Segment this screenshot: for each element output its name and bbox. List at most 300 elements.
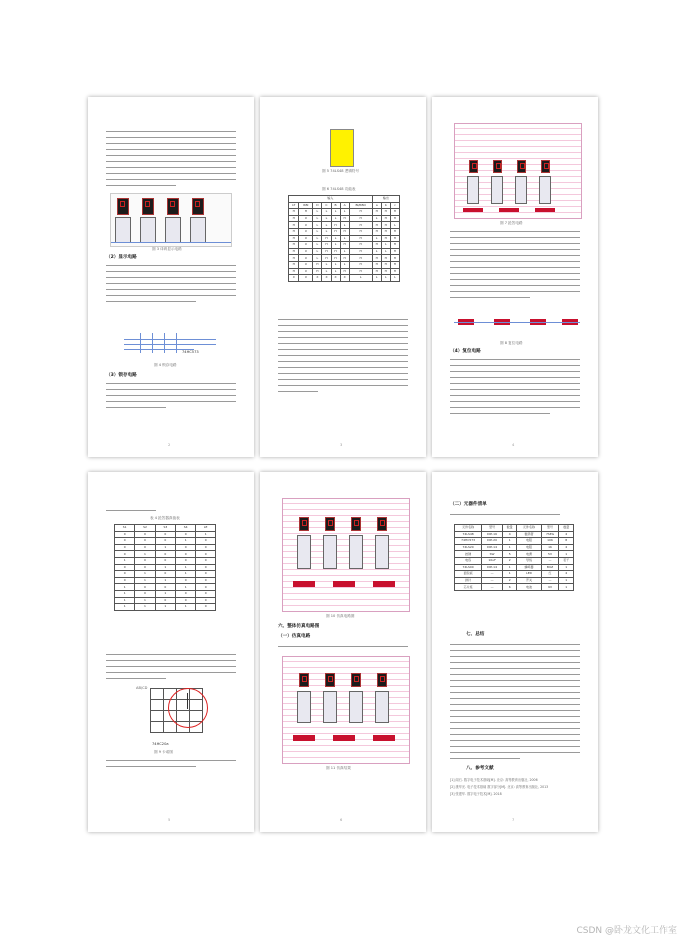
- table-cell: 4: [559, 544, 574, 551]
- table-cell: H: [313, 261, 322, 268]
- figure-caption: 图 10 仿真电路图: [326, 614, 355, 618]
- figure-caption: 图 5 74LS48 逻辑符号: [322, 169, 360, 173]
- table-cell: 1: [559, 564, 574, 571]
- table-cell: 1: [559, 584, 574, 591]
- table-cell: 9V: [541, 584, 559, 591]
- section-heading: （3）锁存电路: [106, 373, 137, 378]
- table-cell: 0: [135, 590, 155, 597]
- table-row: [115, 557, 216, 564]
- table-cell: 5: [502, 551, 517, 558]
- table-cell: X: [340, 275, 349, 282]
- table-cell: L: [331, 268, 340, 275]
- table-cell: H: [289, 209, 299, 216]
- table-cell: B: [331, 202, 340, 209]
- table-cell: H: [331, 228, 340, 235]
- table-cell: 0: [135, 531, 155, 538]
- table-cell: 0: [196, 564, 216, 571]
- table-cell: 型号: [541, 525, 559, 532]
- table-row: [455, 564, 574, 571]
- table-row: [115, 577, 216, 584]
- table-row: [289, 209, 400, 216]
- table-cell: 0: [135, 544, 155, 551]
- document-page-2: [260, 97, 426, 457]
- table-cell: L: [322, 261, 331, 268]
- table-cell: L: [340, 235, 349, 242]
- table-cell: DIP-16: [482, 531, 503, 538]
- table-row: [115, 571, 216, 578]
- table-cell: 0: [155, 597, 175, 604]
- table-row: [115, 584, 216, 591]
- table-cell: 数量: [559, 525, 574, 532]
- table-cell: 0: [196, 551, 216, 558]
- table-row: [455, 577, 574, 584]
- table-cell: SW: [482, 551, 503, 558]
- figure-caption: 图 3 译码显示电路: [152, 247, 182, 251]
- table-row: [115, 538, 216, 545]
- page-number: 3: [340, 443, 343, 447]
- table-cell: X: [299, 228, 313, 235]
- table-cell: H: [349, 255, 372, 262]
- table-cell: H: [390, 255, 399, 262]
- table-cell: 0: [155, 584, 175, 591]
- table-cell: 1: [176, 604, 196, 611]
- table-cell: H: [381, 255, 390, 262]
- table-cell: L: [313, 235, 322, 242]
- table-cell: 0: [196, 571, 216, 578]
- table-cell: 0: [115, 551, 135, 558]
- table-caption: 表 4 抢答器真值表: [150, 516, 180, 520]
- section-heading: （一）仿真电路: [278, 634, 311, 639]
- table-cell: —: [541, 577, 559, 584]
- table-cell: 1: [559, 577, 574, 584]
- table-cell: BI/RBO: [349, 202, 372, 209]
- table-cell: S2: [135, 525, 155, 532]
- table-cell: 0: [155, 571, 175, 578]
- section-heading: （2）显示电路: [106, 255, 137, 260]
- table-cell: S3: [155, 525, 175, 532]
- table-cell: 1: [176, 538, 196, 545]
- table-cell: C: [322, 202, 331, 209]
- table-cell: —: [482, 584, 503, 591]
- table-row: [289, 215, 400, 222]
- table-cell: X: [299, 261, 313, 268]
- page-number: 7: [512, 818, 515, 822]
- table-cell: 4: [559, 531, 574, 538]
- table-cell: a: [372, 202, 381, 209]
- table-cell: 0: [176, 590, 196, 597]
- table-cell: 1: [502, 544, 517, 551]
- table-cell: 1: [115, 604, 135, 611]
- table-cell: X: [299, 215, 313, 222]
- table-cell: L: [331, 209, 340, 216]
- table-cell: 7SEG: [541, 531, 559, 538]
- reference-item: [3] 张建华. 数字电子技术[M]. 2018: [450, 792, 502, 796]
- table-cell: H: [381, 261, 390, 268]
- reference-item: [2] 康华光. 电子技术基础 数字部分[M]. 北京: 高等教育出版社, 2013: [450, 785, 549, 789]
- table-row: [289, 255, 400, 262]
- table-cell: 元件名称: [517, 525, 541, 532]
- table-row: [289, 268, 400, 275]
- table-cell: L: [313, 228, 322, 235]
- table-cell: H: [331, 248, 340, 255]
- table-row: [289, 242, 400, 249]
- table-cell: A: [340, 202, 349, 209]
- table-cell: 数码管: [517, 531, 541, 538]
- simulation-result-figure: [282, 656, 410, 764]
- table-row: [455, 531, 574, 538]
- table-cell: H: [349, 215, 372, 222]
- table-cell: 0: [176, 597, 196, 604]
- table-cell: H: [390, 261, 399, 268]
- table-cell: H: [349, 222, 372, 229]
- table-cell: 0: [135, 564, 155, 571]
- table-cell: D: [313, 202, 322, 209]
- table-row: [455, 557, 574, 564]
- page-number: 6: [340, 818, 343, 822]
- table-cell: 74LS48: [455, 531, 482, 538]
- reset-circuit-figure: [454, 303, 580, 339]
- table-cell: 开关: [517, 577, 541, 584]
- table-cell: 1K: [541, 544, 559, 551]
- table-cell: H: [340, 268, 349, 275]
- table-cell: X: [299, 255, 313, 262]
- document-page-3: [432, 97, 598, 457]
- kmap-cell: [151, 700, 164, 711]
- table-cell: 1: [115, 584, 135, 591]
- table-cell: H: [349, 261, 372, 268]
- table-cell: L: [340, 222, 349, 229]
- table-cell: 0: [135, 584, 155, 591]
- table-cell: 按键: [455, 551, 482, 558]
- table-cell: 0: [115, 564, 135, 571]
- table-cell: 74HC573: [455, 538, 482, 545]
- table-cell: H: [390, 228, 399, 235]
- table-cell: 74LS00: [455, 564, 482, 571]
- table-cell: L: [381, 275, 390, 282]
- table-cell: S4: [176, 525, 196, 532]
- table-cell: 芯片座: [455, 584, 482, 591]
- table-cell: 0: [196, 590, 216, 597]
- table-cell: 导线: [517, 557, 541, 564]
- answer-circuit-figure: [454, 123, 582, 219]
- document-page-6: [432, 472, 598, 832]
- section-heading: 八、参考文献: [466, 766, 494, 771]
- table-cell: 1: [135, 597, 155, 604]
- table-cell: 1: [135, 551, 155, 558]
- table-cell: —: [541, 557, 559, 564]
- table-cell: X: [299, 222, 313, 229]
- table-cell: 型号: [482, 525, 503, 532]
- table-row: [115, 590, 216, 597]
- table-cell: L: [372, 248, 381, 255]
- table-cell: LED: [517, 571, 541, 578]
- kmap-label: 74HC20a: [152, 742, 169, 746]
- table-row: [115, 551, 216, 558]
- table-row: [115, 531, 216, 538]
- table-cell: H: [289, 235, 299, 242]
- truth-table: [114, 524, 216, 611]
- table-cell: H: [381, 209, 390, 216]
- table-cell: H: [372, 255, 381, 262]
- table-cell: 2: [502, 557, 517, 564]
- table-cell: H: [349, 235, 372, 242]
- table-row: [455, 551, 574, 558]
- table-cell: L: [381, 248, 390, 255]
- table-cell: L: [331, 242, 340, 249]
- table-cell: 8: [559, 538, 574, 545]
- table-cell: X: [299, 268, 313, 275]
- table-cell: X: [299, 242, 313, 249]
- table-cell: L: [372, 235, 381, 242]
- display-circuit-figure: [110, 193, 232, 247]
- table-cell: 1: [155, 564, 175, 571]
- table-cell: X: [299, 275, 313, 282]
- table-cell: H: [349, 268, 372, 275]
- table-cell: 0: [176, 544, 196, 551]
- table-cell: L: [331, 261, 340, 268]
- table-cell: 1: [135, 604, 155, 611]
- table-cell: 1: [559, 551, 574, 558]
- component-list-table: [454, 524, 574, 591]
- table-row: [115, 544, 216, 551]
- table-cell: H: [289, 255, 299, 262]
- table-cell: L: [322, 268, 331, 275]
- table-cell: H: [289, 248, 299, 255]
- section-heading: 六、整体仿真电路图: [278, 624, 320, 629]
- table-header-group: 输出: [372, 196, 399, 203]
- table-row: [455, 544, 574, 551]
- table-cell: H: [390, 268, 399, 275]
- table-row: [289, 222, 400, 229]
- table-cell: 1: [135, 571, 155, 578]
- table-cell: 0: [176, 531, 196, 538]
- table-cell: 0: [176, 551, 196, 558]
- table-cell: H: [340, 228, 349, 235]
- table-cell: L: [340, 248, 349, 255]
- table-cell: H: [289, 228, 299, 235]
- page-number: 2: [168, 443, 171, 447]
- table-cell: —: [482, 577, 503, 584]
- table-cell: L: [390, 222, 399, 229]
- table-cell: 电阻: [517, 544, 541, 551]
- table-row: [455, 571, 574, 578]
- table-cell: L: [331, 215, 340, 222]
- table-row: [115, 564, 216, 571]
- section-heading: （二）元器件清单: [450, 502, 487, 507]
- table-cell: H: [372, 228, 381, 235]
- table-cell: 10K: [541, 538, 559, 545]
- table-header-group: 输入: [289, 196, 373, 203]
- table-cell: L: [313, 215, 322, 222]
- table-cell: b: [381, 202, 390, 209]
- table-cell: 6: [502, 584, 517, 591]
- table-cell: 1: [502, 564, 517, 571]
- table-cell: 1: [155, 590, 175, 597]
- table-row: [455, 538, 574, 545]
- table-cell: 面包板: [455, 571, 482, 578]
- table-cell: H: [381, 222, 390, 229]
- table-cell: H: [289, 268, 299, 275]
- table-cell: X: [299, 235, 313, 242]
- table-cell: H: [289, 242, 299, 249]
- table-cell: 蜂鸣器: [517, 564, 541, 571]
- kmap-cell: [151, 689, 164, 700]
- figure-caption: 图 6 74LS48 功能表: [322, 187, 356, 191]
- table-cell: 0: [115, 531, 135, 538]
- simulation-circuit-figure: [282, 498, 410, 612]
- table-cell: L: [331, 235, 340, 242]
- table-cell: H: [390, 248, 399, 255]
- table-cell: 电池: [517, 584, 541, 591]
- watermark: CSDN @卧龙文化工作室: [576, 926, 677, 936]
- table-cell: H: [340, 255, 349, 262]
- table-cell: 4: [559, 571, 574, 578]
- table-cell: L: [322, 209, 331, 216]
- table-cell: H: [322, 242, 331, 249]
- table-row: [289, 202, 400, 209]
- table-cell: H: [381, 268, 390, 275]
- document-page-1: [88, 97, 254, 457]
- table-cell: X: [289, 275, 299, 282]
- document-page-5: [260, 472, 426, 832]
- table-cell: DIP-14: [482, 544, 503, 551]
- table-cell: 2: [502, 577, 517, 584]
- page-number: 4: [512, 443, 515, 447]
- section-heading: 七、总结: [466, 632, 485, 637]
- table-cell: H: [381, 215, 390, 222]
- table-cell: H: [390, 235, 399, 242]
- table-cell: —: [482, 571, 503, 578]
- table-cell: 1: [155, 544, 175, 551]
- table-cell: 0: [196, 544, 216, 551]
- table-cell: 1: [176, 584, 196, 591]
- table-row: [115, 604, 216, 611]
- table-row: [289, 235, 400, 242]
- table-cell: L: [313, 255, 322, 262]
- table-cell: 0: [155, 531, 175, 538]
- table-cell: 0: [196, 584, 216, 591]
- table-cell: 10uF: [482, 557, 503, 564]
- figure-caption: 图 9 卡诺图: [154, 750, 173, 754]
- table-cell: H: [372, 261, 381, 268]
- table-cell: 0: [176, 557, 196, 564]
- table-cell: L: [313, 248, 322, 255]
- table-cell: 1: [115, 557, 135, 564]
- table-cell: 0: [155, 538, 175, 545]
- table-cell: H: [349, 209, 372, 216]
- table-cell: L: [313, 242, 322, 249]
- table-cell: H: [372, 268, 381, 275]
- table-cell: H: [313, 268, 322, 275]
- kmap-corner-label: AB\CD: [136, 686, 148, 690]
- table-cell: L: [372, 275, 381, 282]
- table-cell: BUZ: [541, 564, 559, 571]
- table-cell: X: [299, 248, 313, 255]
- table-cell: H: [289, 222, 299, 229]
- table-cell: 0: [115, 571, 135, 578]
- table-cell: 1: [155, 577, 175, 584]
- table-cell: 0: [155, 557, 175, 564]
- table-row: [289, 261, 400, 268]
- document-page-4: [88, 472, 254, 832]
- table-cell: 1: [196, 531, 216, 538]
- table-cell: L: [322, 215, 331, 222]
- table-cell: 电源: [517, 551, 541, 558]
- table-cell: RBI: [299, 202, 313, 209]
- table-row: [455, 525, 574, 532]
- table-cell: L: [372, 215, 381, 222]
- table-cell: 1: [115, 590, 135, 597]
- table-cell: 电阻: [517, 538, 541, 545]
- kmap-cell: [151, 722, 164, 733]
- table-cell: DIP-14: [482, 564, 503, 571]
- table-cell: H: [372, 222, 381, 229]
- table-cell: 0: [155, 551, 175, 558]
- table-cell: H: [322, 255, 331, 262]
- table-cell: H: [381, 228, 390, 235]
- table-row: [289, 228, 400, 235]
- kmap-group-circle: [168, 688, 208, 728]
- table-cell: H: [331, 222, 340, 229]
- table-cell: 0: [196, 604, 216, 611]
- table-cell: 1: [502, 571, 517, 578]
- table-cell: L: [381, 242, 390, 249]
- table-cell: 0: [196, 577, 216, 584]
- table-cell: X: [331, 275, 340, 282]
- table-cell: 0: [135, 557, 155, 564]
- figure-caption: 图 4 锁存电路: [154, 363, 177, 367]
- table-cell: H: [372, 209, 381, 216]
- table-cell: 1: [176, 571, 196, 578]
- section-heading: （4）复位电路: [450, 349, 481, 354]
- latch-circuit-figure: [124, 329, 216, 359]
- figure-caption: 图 11 仿真结果: [326, 766, 351, 770]
- table-cell: 电容: [455, 557, 482, 564]
- table-cell: L: [313, 209, 322, 216]
- table-cell: 74LS20: [455, 544, 482, 551]
- table-cell: H: [340, 242, 349, 249]
- table-cell: 数量: [502, 525, 517, 532]
- table-row: [455, 584, 574, 591]
- table-cell: L: [313, 222, 322, 229]
- table-cell: 0: [196, 557, 216, 564]
- table-cell: H: [289, 215, 299, 222]
- page-number: 5: [168, 818, 171, 822]
- table-cell: 1: [502, 538, 517, 545]
- table-cell: 若干: [559, 557, 574, 564]
- table-cell: L: [390, 275, 399, 282]
- figure-caption: 图 7 抢答电路: [500, 221, 523, 225]
- table-cell: 0: [196, 597, 216, 604]
- figure-caption: 图 8 复位电路: [500, 341, 523, 345]
- table-cell: H: [331, 255, 340, 262]
- table-cell: 元件名称: [455, 525, 482, 532]
- table-cell: 排针: [455, 577, 482, 584]
- table-cell: 0: [135, 538, 155, 545]
- table-cell: 1: [176, 564, 196, 571]
- chip-label: 74HC573: [182, 350, 199, 354]
- table-cell: X: [313, 275, 322, 282]
- table-cell: H: [299, 209, 313, 216]
- table-cell: H: [349, 248, 372, 255]
- table-cell: 1: [135, 577, 155, 584]
- reference-item: [1] 阎石. 数字电子技术基础[M]. 北京: 高等教育出版社, 2006: [450, 778, 538, 782]
- table-cell: X: [322, 275, 331, 282]
- table-cell: H: [349, 242, 372, 249]
- table-cell: 0: [196, 538, 216, 545]
- table-cell: DIP-20: [482, 538, 503, 545]
- table-cell: H: [372, 242, 381, 249]
